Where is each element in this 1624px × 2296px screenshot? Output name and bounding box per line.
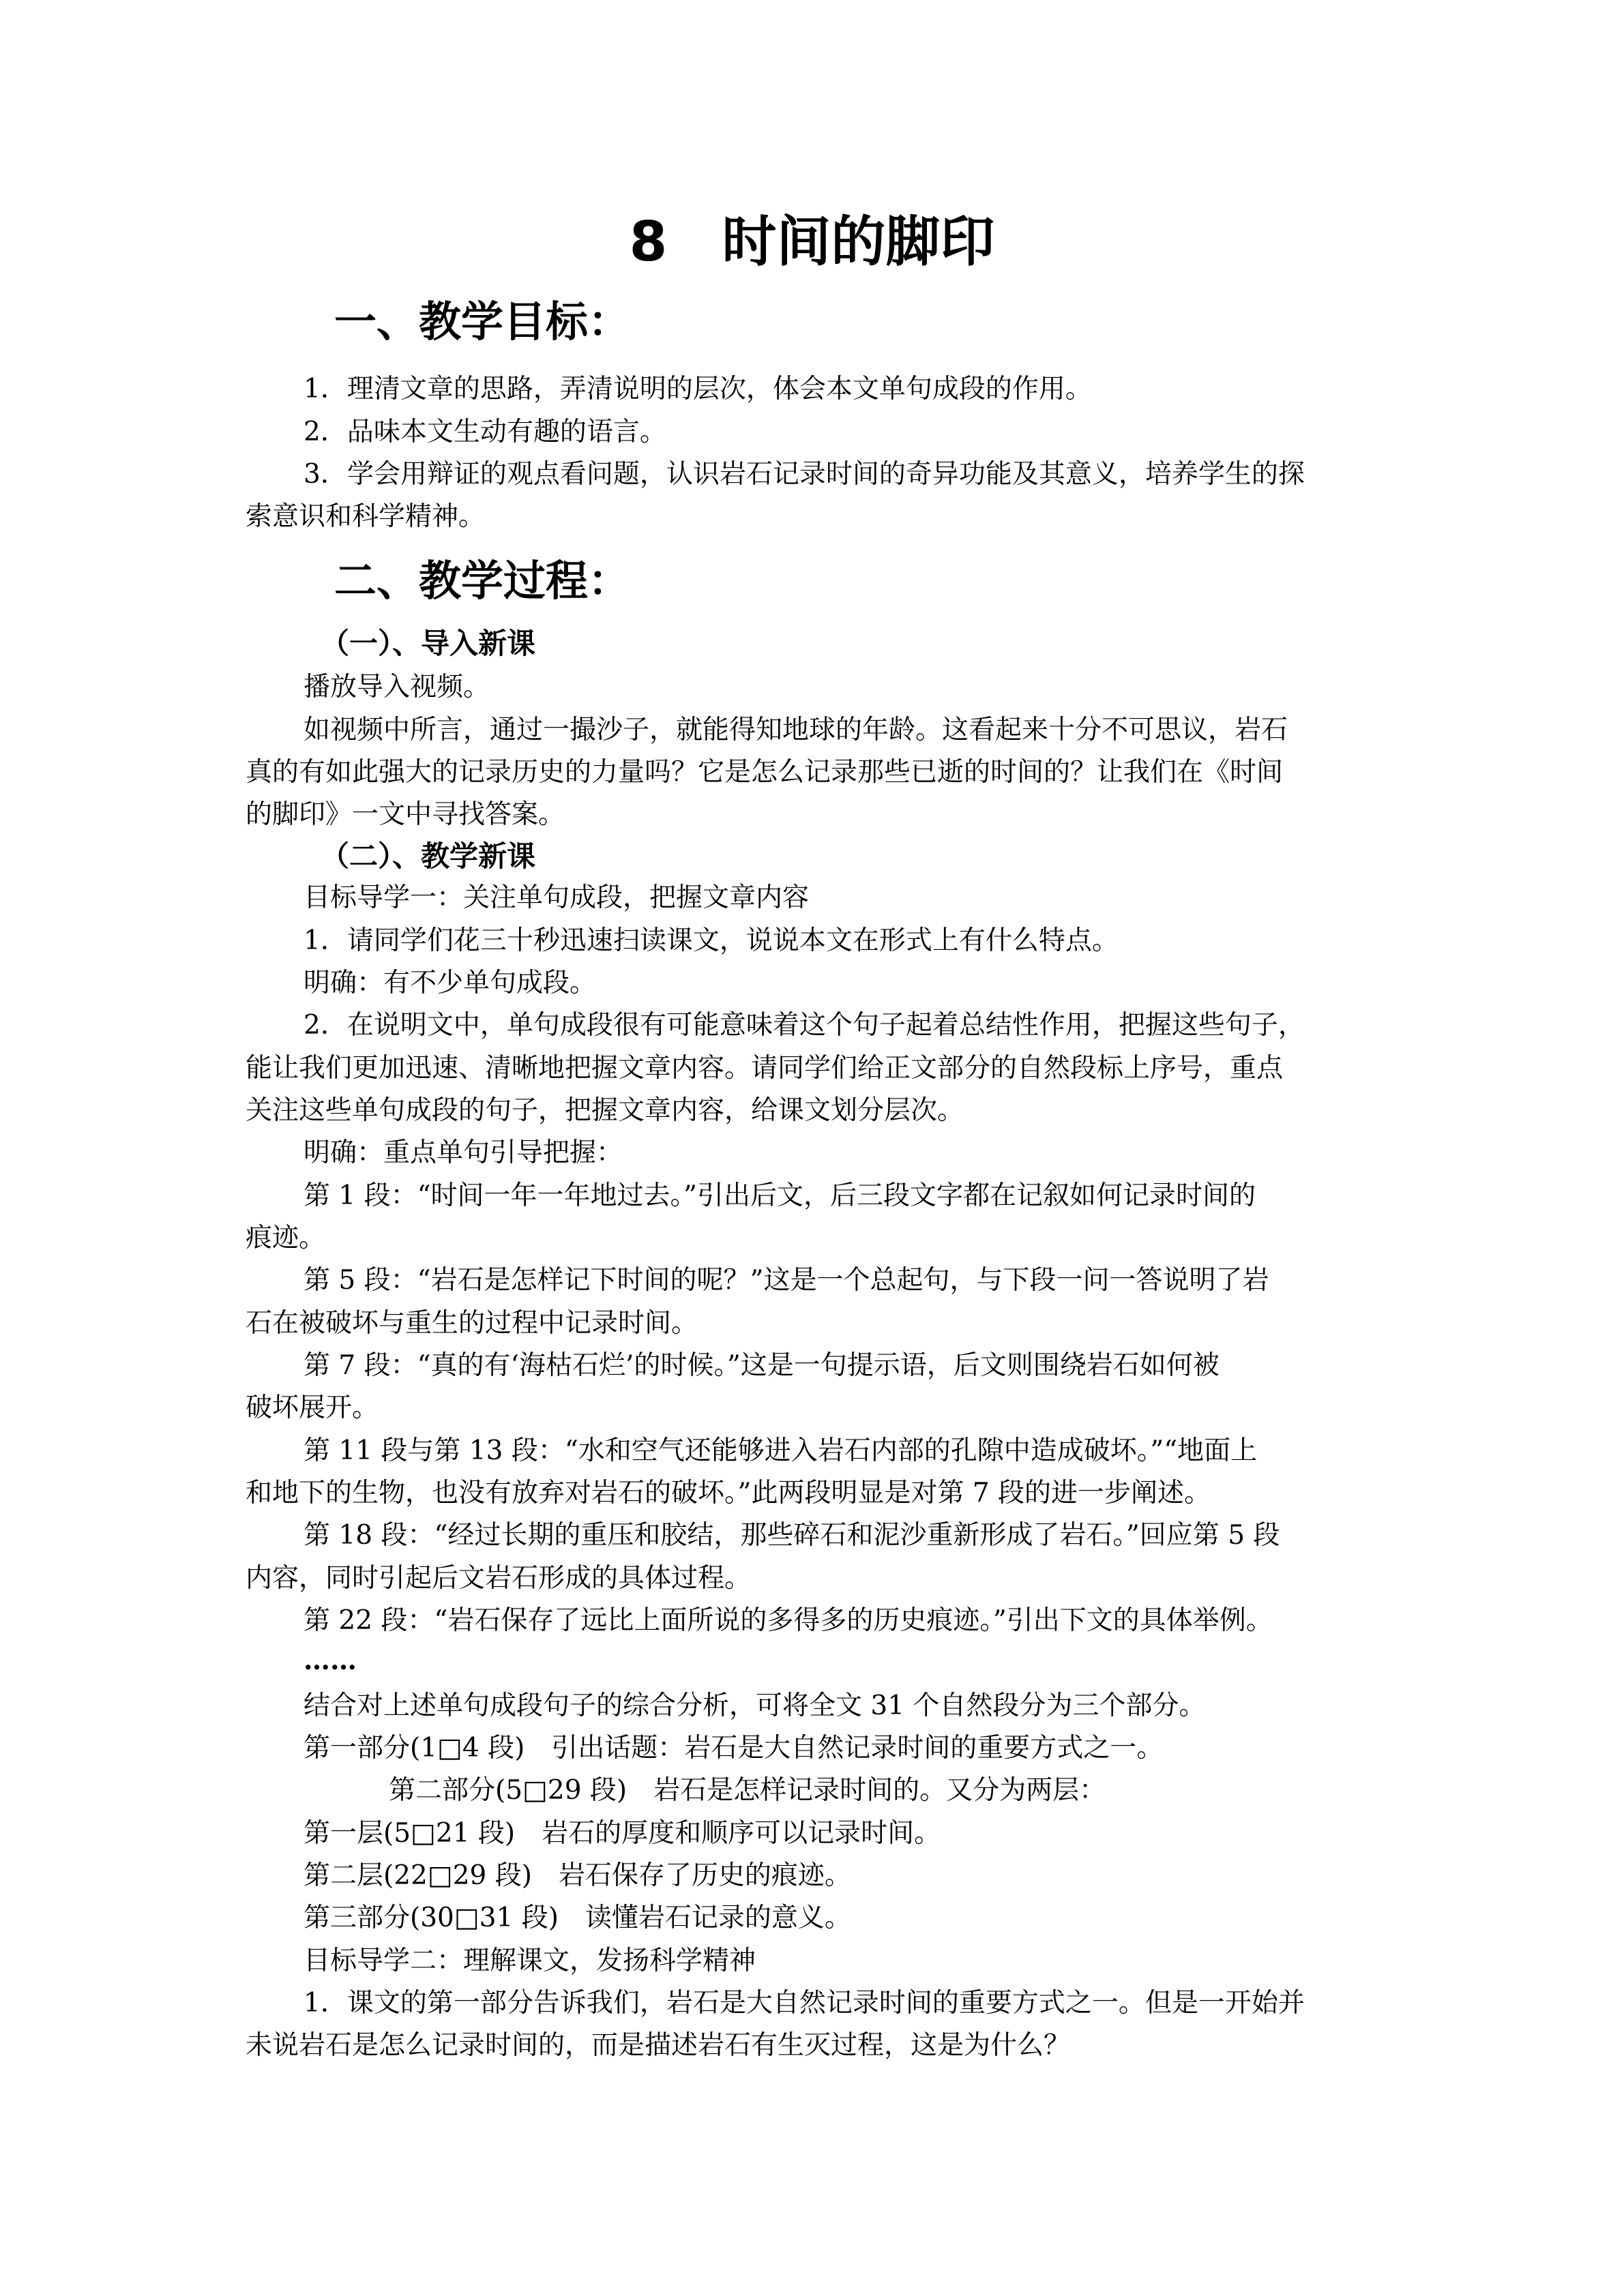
paragraph-line: 能让我们更加迅速、清晰地把握文章内容。请同学们给正文部分的自然段标上序号，重点	[246, 1053, 1284, 1084]
paragraph-line: 如视频中所言，通过一撮沙子，就能得知地球的年龄。这看起来十分不可思议，岩石	[304, 715, 1288, 745]
structure-line: 第三部分(30□31 段) 读懂岩石记录的意义。	[304, 1903, 851, 1933]
paragraph-line: 的脚印》一文中寻找答案。	[246, 799, 565, 830]
paragraph-line: 第 5 段：“岩石是怎样记下时间的呢？”这是一个总起句，与下段一问一答说明了岩	[304, 1265, 1269, 1296]
structure-line: 第二部分(5□29 段) 岩石是怎样记录时间的。又分为两层：	[389, 1775, 1106, 1806]
section-heading-goals: 一、教学目标：	[334, 297, 631, 346]
structure-line: 第一层(5□21 段) 岩石的厚度和顺序可以记录时间。	[304, 1818, 941, 1849]
paragraph-line: 第 7 段：“真的有‘海枯石烂’的时候。”这是一句提示语，后文则围绕岩石如何被	[304, 1350, 1220, 1381]
subsection-heading-intro: （一）、导入新课	[321, 627, 536, 660]
paragraph-line: 目标导学一：关注单句成段，把握文章内容	[304, 882, 810, 913]
paragraph-line: 2．在说明文中，单句成段很有可能意味着这个句子起着总结性作用，把握这些句子，	[304, 1010, 1305, 1041]
paragraph-line: 石在被破坏与重生的过程中记录时间。	[246, 1308, 698, 1339]
paragraph-line: 和地下的生物，也没有放弃对岩石的破坏。”此两段明显是对第 7 段的进一步阐述。	[246, 1478, 1211, 1508]
structure-line: 第二层(22□29 段) 岩石保存了历史的痕迹。	[304, 1860, 851, 1891]
goal-line: 索意识和科学精神。	[246, 501, 486, 532]
paragraph-line: 第 1 段：“时间一年一年地过去。”引出后文，后三段文字都在记叙如何记录时间的	[304, 1180, 1256, 1211]
structure-line: 第一部分(1□4 段) 引出话题：岩石是大自然记录时间的重要方式之一。	[304, 1733, 1164, 1763]
section-heading-process: 二、教学过程：	[334, 556, 631, 606]
paragraph-line: 内容，同时引起后文岩石形成的具体过程。	[246, 1563, 752, 1594]
goal-line: 3．学会用辩证的观点看问题，认识岩石记录时间的奇异功能及其意义，培养学生的探	[304, 459, 1305, 490]
paragraph-line: 第 22 段：“岩石保存了远比上面所说的多得多的历史痕迹。”引出下文的具体举例。	[304, 1605, 1273, 1636]
paragraph-line: 痕迹。	[246, 1223, 326, 1253]
paragraph-line: 真的有如此强大的记录历史的力量吗？它是怎么记录那些已逝的时间的？让我们在《时间	[246, 757, 1284, 788]
goal-line: 2．品味本文生动有趣的语言。	[304, 417, 666, 447]
paragraph-line: 目标导学二：理解课文，发扬科学精神	[304, 1945, 756, 1976]
ellipsis-line: ……	[304, 1645, 357, 1676]
paragraph-line: 第 11 段与第 13 段：“水和空气还能够进入岩石内部的孔隙中造成破坏。”“地面上	[304, 1435, 1258, 1466]
goal-line: 1．理清文章的思路，弄清说明的层次，体会本文单句成段的作用。	[304, 374, 1092, 404]
subsection-heading-new-lesson: （二）、教学新课	[321, 839, 536, 873]
paragraph-line: 播放导入视频。	[304, 672, 490, 702]
paragraph-line: 关注这些单句成段的句子，把握文章内容，给课文划分层次。	[246, 1095, 964, 1126]
paragraph-line: 结合对上述单句成段句子的综合分析，可将全文 31 个自然段分为三个部分。	[304, 1690, 1206, 1721]
paragraph-line: 1．课文的第一部分告诉我们，岩石是大自然记录时间的重要方式之一。但是一开始并	[304, 1988, 1305, 2018]
paragraph-line: 未说岩石是怎么记录时间的，而是描述岩石有生灭过程，这是为什么？	[246, 2030, 1071, 2061]
paragraph-line: 第 18 段：“经过长期的重压和胶结，那些碎石和泥沙重新形成了岩石。”回应第 5 段	[304, 1520, 1280, 1551]
page-title: 8 时间的脚印	[629, 210, 995, 273]
paragraph-line: 1．请同学们花三十秒迅速扫读课文，说说本文在形式上有什么特点。	[304, 925, 1119, 956]
paragraph-line: 破坏展开。	[246, 1392, 379, 1423]
paragraph-line: 明确：有不少单句成段。	[304, 968, 597, 998]
paragraph-line: 明确：重点单句引导把握：	[304, 1137, 623, 1168]
